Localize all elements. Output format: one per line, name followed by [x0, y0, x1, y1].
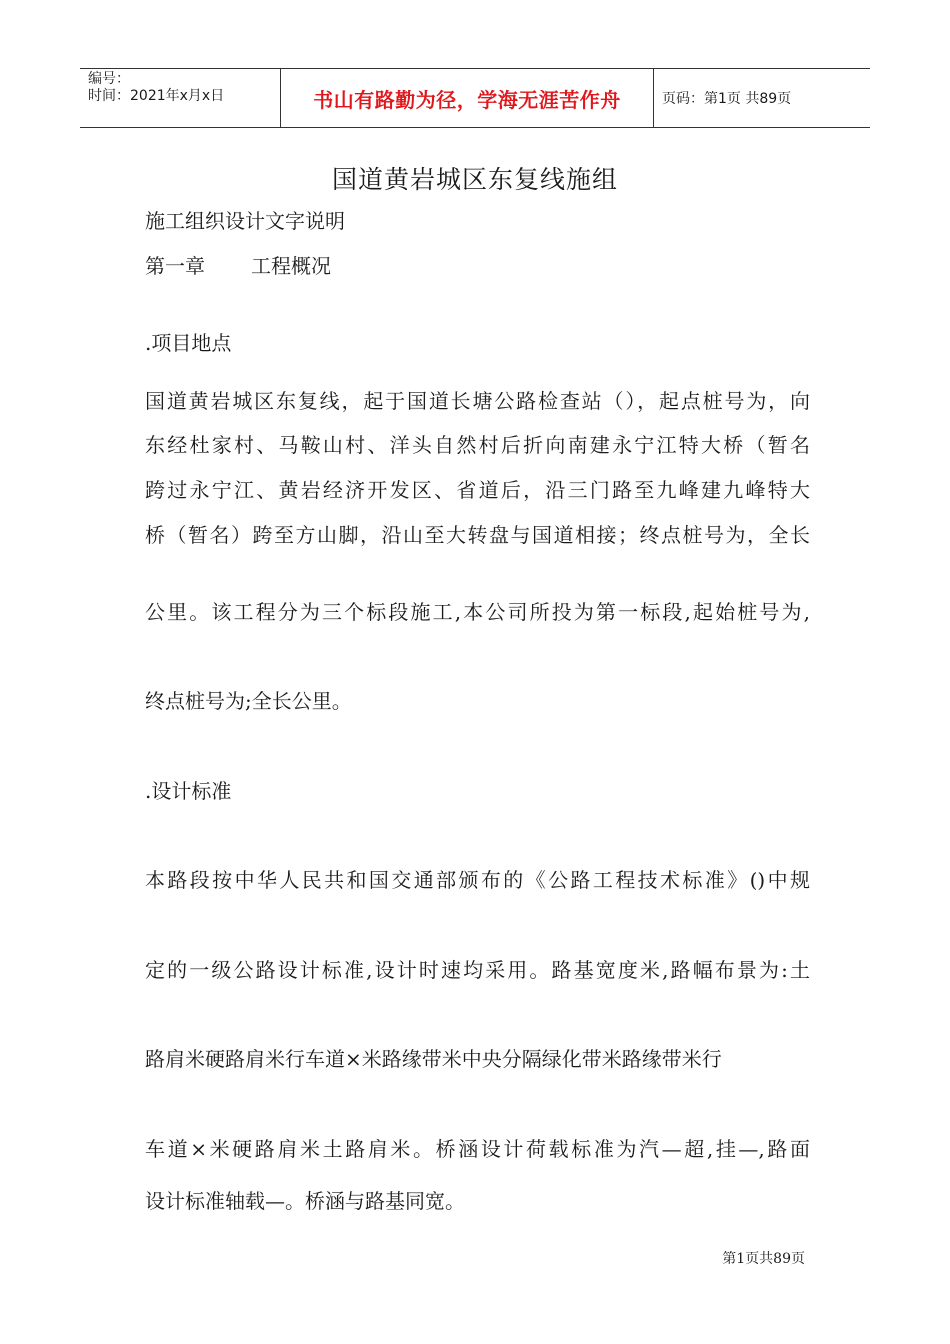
page-footer: 第1页共89页 [722, 1251, 805, 1267]
paragraph-line: 定的一级公路设计标准,设计时速均采用。路基宽度米,路幅布景为:土 [145, 958, 810, 982]
paragraph-line: 终点桩号为;全长公里。 [145, 689, 352, 713]
paragraph-line: 国道黄岩城区东复线，起于国道长塘公路检查站（），起点桩号为，向 [145, 389, 810, 413]
document-title: 国道黄岩城区东复线施组 [331, 165, 618, 194]
header-time-label: 时间：2021年x月x日 [88, 88, 225, 104]
header-meta [80, 69, 281, 127]
paragraph-line: 设计标准轴载—。桥涵与路基同宽。 [145, 1189, 465, 1213]
section-heading-location: .项目地点 [145, 331, 232, 355]
paragraph-line: 路肩米硬路肩米行车道×米路缘带米中央分隔绿化带米路缘带米行 [145, 1047, 722, 1071]
paragraph-line: 车道×米硬路肩米土路肩米。桥涵设计荷载标准为汽—超,挂—,路面 [145, 1137, 810, 1161]
page-header [80, 68, 870, 128]
paragraph-line: 桥（暂名）跨至方山脚，沿山至大转盘与国道相接；终点桩号为，全长 [145, 523, 810, 547]
header-motto: 书山有路勤为径，学海无涯苦作舟 [281, 69, 654, 127]
chapter-name: 工程概况 [251, 254, 331, 278]
header-page-info: 页码：第1页 共89页 [662, 91, 792, 107]
paragraph-line: 本路段按中华人民共和国交通部颁布的《公路工程技术标准》()中规 [145, 868, 810, 892]
document-subtitle: 施工组织设计文字说明 [145, 209, 345, 233]
paragraph-line: 跨过永宁江、黄岩经济开发区、省道后，沿三门路至九峰建九峰特大 [145, 478, 810, 502]
paragraph-line: 东经杜家村、马鞍山村、洋头自然村后折向南建永宁江特大桥（暂名 [145, 433, 810, 457]
chapter-heading [145, 250, 331, 279]
header-number-label: 编号： [88, 71, 130, 87]
paragraph-line: 公里。该工程分为三个标段施工,本公司所投为第一标段,起始桩号为, [145, 600, 810, 624]
chapter-number: 第一章 [145, 254, 205, 278]
section-heading-standard: .设计标准 [145, 779, 232, 803]
